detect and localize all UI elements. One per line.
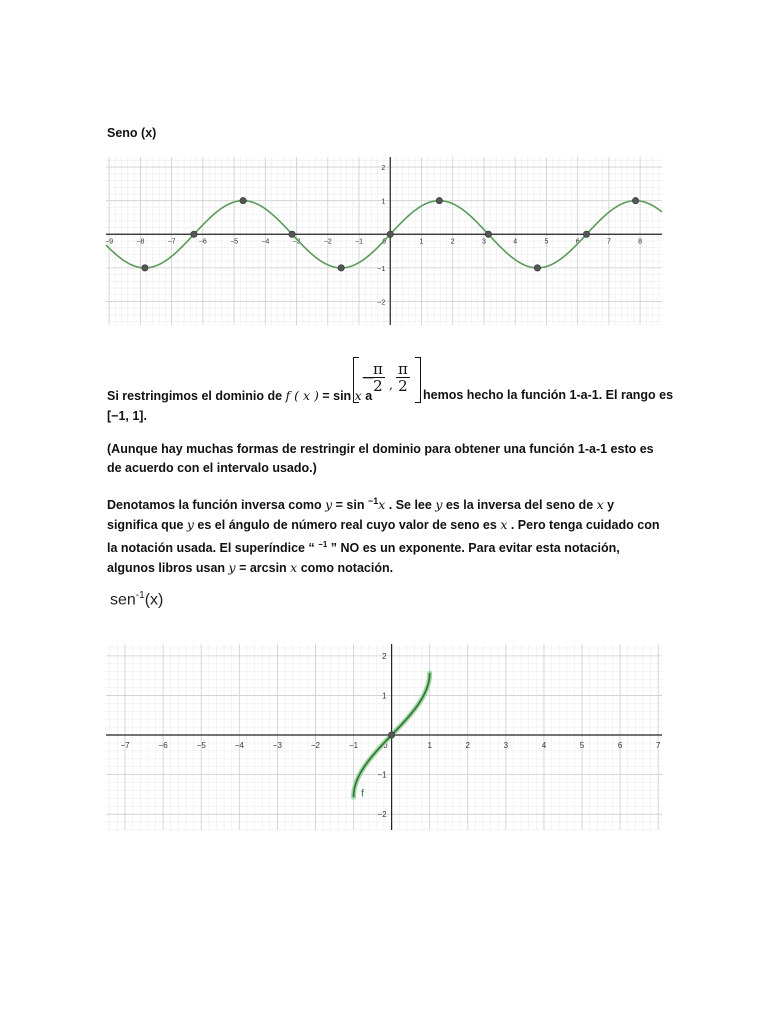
x-tick-label: −3 (292, 238, 301, 246)
superscript-minus-one: −1 (318, 540, 328, 550)
para1-prefix: Si restringimos el dominio de (107, 389, 283, 403)
heading2-arg: (x) (144, 591, 164, 609)
x-tick-label: −6 (198, 238, 207, 246)
curve-point (240, 197, 246, 203)
x-tick-label: 2 (465, 741, 471, 751)
x-var: x (290, 560, 298, 576)
p3-text: es el ángulo de número real cuyo valor de seno es (193, 518, 501, 533)
curve-point (485, 231, 491, 237)
curve-point (338, 265, 344, 271)
x-tick-label: −3 (272, 741, 282, 751)
x-tick-label: 6 (575, 238, 580, 246)
two-denominator: 2 (398, 377, 408, 395)
y-tick-label: 2 (381, 165, 386, 173)
heading2-base: sen (110, 591, 136, 609)
x-var: x (500, 517, 508, 533)
x-tick-label: −1 (355, 238, 364, 246)
arcsine-graph (106, 644, 662, 830)
x-tick-label: −2 (323, 238, 332, 246)
x-var: x (596, 497, 604, 513)
section-heading-sine: Seno (x) (107, 126, 157, 140)
x-tick-label: −2 (310, 741, 321, 751)
x-tick-label: 6 (617, 741, 623, 751)
superscript-minus-one: −1 (367, 496, 379, 506)
x-tick-label: 7 (606, 238, 611, 246)
x-tick-label: 4 (513, 238, 518, 246)
interval-expression (353, 357, 421, 403)
y-tick-label: 2 (382, 651, 387, 661)
x-tick-label: 7 (655, 741, 661, 751)
p3-text: = arcsin (235, 561, 291, 576)
y-tick-label: −1 (377, 770, 387, 780)
fx-expression: f ( x ) (285, 388, 319, 403)
curve-point (436, 197, 442, 203)
section-heading-arcsine (110, 590, 163, 609)
x-tick-label: 5 (544, 238, 549, 246)
x-tick-label: 5 (579, 741, 585, 751)
x-tick-label: −7 (120, 741, 130, 751)
x-tick-label: −4 (261, 238, 270, 246)
p3-text: Denotamos la función inversa como (107, 498, 326, 513)
inverse-notation-paragraph (107, 492, 667, 578)
curve-point (632, 197, 638, 203)
curve-point (142, 265, 148, 271)
y-tick-label: −1 (377, 265, 386, 273)
x-tick-label: −5 (196, 741, 206, 751)
y-tick-label: −2 (377, 299, 386, 307)
p3-text: y significa que (107, 498, 615, 533)
p3-text: = sin (332, 498, 368, 513)
origin-label: 0 (382, 238, 387, 246)
range-text: [−1, 1]. (107, 409, 147, 423)
curve-point (534, 265, 540, 271)
pi-symbol: π (398, 360, 408, 378)
x-tick-label: 1 (419, 238, 424, 246)
p3-text: es la inversa del seno de (442, 498, 597, 513)
curve-label: f (361, 788, 364, 800)
x-tick-label: −4 (234, 741, 244, 751)
interval-comma: , (389, 377, 393, 392)
p3-text: ” NO es un exponente. Para evitar esta notación, algunos libros usan (107, 541, 620, 576)
x-tick-label: 3 (482, 238, 486, 246)
y-tick-label: −2 (377, 810, 387, 820)
p3-text: como notación. (297, 561, 394, 576)
two-denominator: 2 (373, 377, 383, 395)
minus-sign: − (361, 368, 376, 388)
y-tick-label: 1 (381, 198, 386, 206)
origin-label: 0 (383, 741, 388, 751)
para1-a: a (361, 389, 373, 403)
p3-text: . Pero tenga cuidado con la notación usada. El superíndice “ (107, 518, 660, 556)
x-tick-label: −9 (105, 238, 114, 246)
curve-point (289, 231, 295, 237)
para1-suffix: hemos hecho la función 1-a-1. El rango es (423, 388, 674, 402)
y-tick-label: 1 (382, 691, 387, 701)
y-var: y (435, 497, 443, 513)
x-tick-label: −8 (136, 238, 145, 246)
y-var: y (325, 497, 333, 513)
x-tick-label: 3 (503, 741, 509, 751)
curve-point (191, 231, 197, 237)
x-var: x (354, 388, 362, 403)
x-tick-label: −1 (348, 741, 359, 751)
para1-eq: = sin (318, 389, 355, 403)
p3-text: . Se lee (385, 498, 436, 513)
curve-point (387, 231, 393, 237)
x-tick-label: 1 (427, 741, 432, 751)
heading2-sup: -1 (135, 590, 145, 601)
curve-point (583, 231, 589, 237)
pi-symbol: π (373, 360, 383, 378)
sine-graph (106, 157, 662, 325)
y-var: y (186, 517, 194, 533)
curve-point (388, 732, 394, 738)
restriction-note: (Aunque hay muchas formas de restringir el dominio para obtener una función 1-a-1 esto es de acuerdo con el intervalo usado.) (107, 442, 654, 475)
x-tick-label: −7 (167, 238, 176, 246)
y-var: y (228, 560, 236, 576)
domain-restriction-paragraph (107, 357, 674, 427)
x-tick-label: 2 (450, 238, 455, 246)
fraction-neg-pi-over-2 (371, 361, 385, 394)
x-tick-label: −5 (230, 238, 239, 246)
x-tick-label: 4 (541, 741, 547, 751)
x-var: x (378, 497, 386, 513)
x-tick-label: −6 (158, 741, 168, 751)
fraction-pi-over-2 (396, 361, 410, 394)
x-tick-label: 8 (638, 238, 643, 246)
